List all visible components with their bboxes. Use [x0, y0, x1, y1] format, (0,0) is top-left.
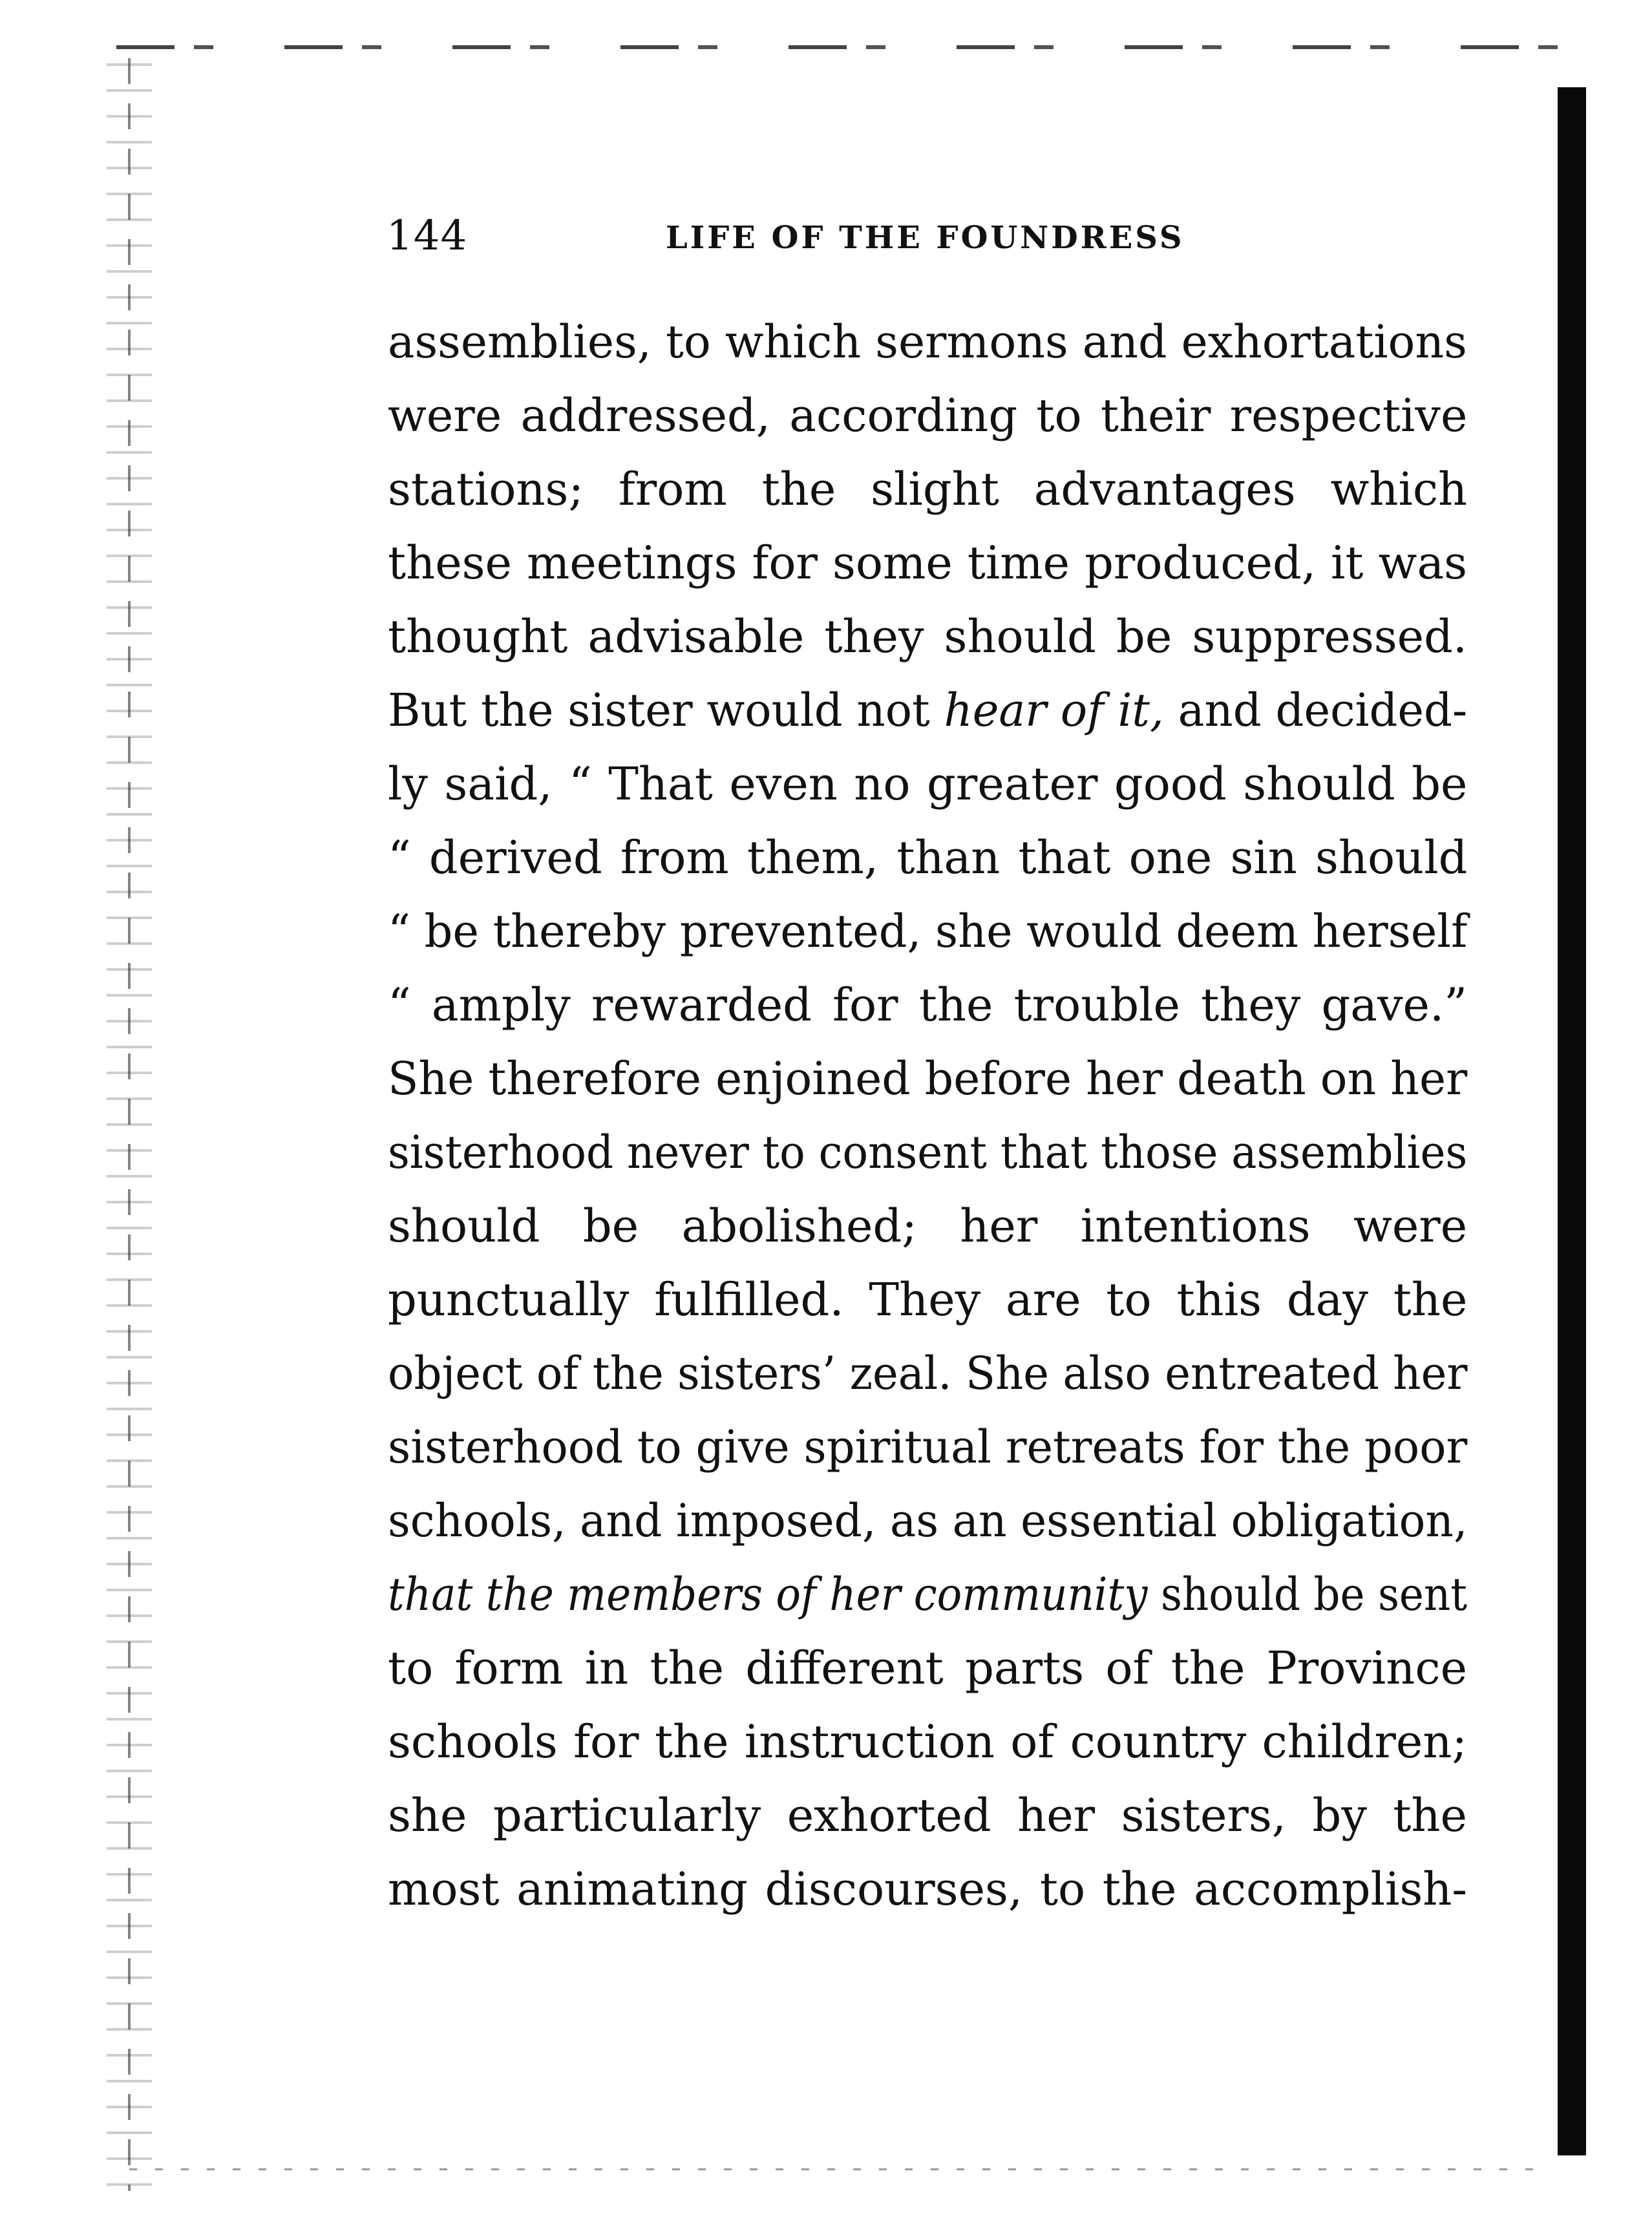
text-run: she particularly exhorted her sisters, by the [388, 1789, 1467, 1842]
text-run: She therefore enjoined before her death on her [388, 1052, 1468, 1105]
scan-left-margin-line [128, 58, 131, 2191]
text-run: assemblies, to which sermons and exhortations [388, 315, 1467, 368]
body-text [388, 305, 1467, 1926]
running-title: LIFE OF THE FOUNDRESS [666, 220, 1185, 256]
italic-text: that the members of her community [388, 1568, 1148, 1621]
text-line [388, 1779, 1467, 1852]
running-header [387, 207, 1356, 265]
text-run: object of the sisters’ zeal. She also entreated her [388, 1347, 1468, 1400]
text-line [388, 1337, 1468, 1410]
text-run: schools for the instruction of country children; [388, 1715, 1467, 1768]
italic-text: hear of it, [944, 684, 1164, 737]
text-run: should be abolished; her intentions were [388, 1200, 1468, 1253]
text-run: schools, and imposed, as an essential obligation, [388, 1494, 1468, 1547]
text-line [388, 747, 1467, 821]
text-line [388, 1263, 1467, 1337]
text-line [388, 968, 1467, 1042]
text-line [388, 1484, 1468, 1558]
text-line [388, 1705, 1467, 1779]
text-run: most animating discourses, to the accomplish- [388, 1863, 1467, 1916]
text-run: But the sister would not [388, 684, 944, 737]
text-line [388, 1189, 1467, 1263]
page-number: 144 [387, 212, 468, 260]
text-run: “ derived from them, than that one sin should [388, 831, 1468, 884]
text-line [388, 452, 1467, 526]
text-line [388, 1852, 1467, 1926]
text-run: to form in the different parts of the Province [388, 1642, 1467, 1695]
text-line [388, 673, 1468, 747]
text-run: punctually fulfilled. They are to this day the [388, 1273, 1468, 1326]
scan-bottom-edge [129, 2168, 1551, 2170]
text-run: and decided- [1163, 684, 1468, 737]
text-run: sisterhood never to consent that those assemblies [388, 1126, 1468, 1179]
text-line [388, 305, 1467, 379]
text-run: these meetings for some time produced, it was [388, 536, 1468, 589]
text-run: sisterhood to give spiritual retreats for the poor [388, 1421, 1468, 1474]
text-run: ly said, “ That even no greater good should be [388, 757, 1468, 810]
text-line [388, 894, 1468, 968]
text-line [388, 526, 1467, 600]
text-line [388, 1116, 1468, 1189]
text-run: “ amply rewarded for the trouble they gave.” [388, 979, 1467, 1032]
text-line [388, 1042, 1468, 1116]
scan-right-edge-bar [1558, 87, 1586, 2155]
text-run: should be sent [1147, 1568, 1468, 1621]
text-line [388, 821, 1467, 894]
text-run: thought advisable they should be suppressed. [388, 610, 1468, 663]
text-line [388, 1558, 1468, 1631]
text-run: “ be thereby prevented, she would deem herself [388, 905, 1468, 958]
scan-top-edge [116, 45, 1564, 49]
text-line [388, 600, 1467, 673]
text-line [388, 1631, 1467, 1705]
text-run: were addressed, according to their respective [388, 389, 1468, 442]
text-line [388, 1410, 1468, 1484]
text-line [388, 379, 1467, 452]
text-run: stations; from the slight advantages which [388, 463, 1468, 516]
